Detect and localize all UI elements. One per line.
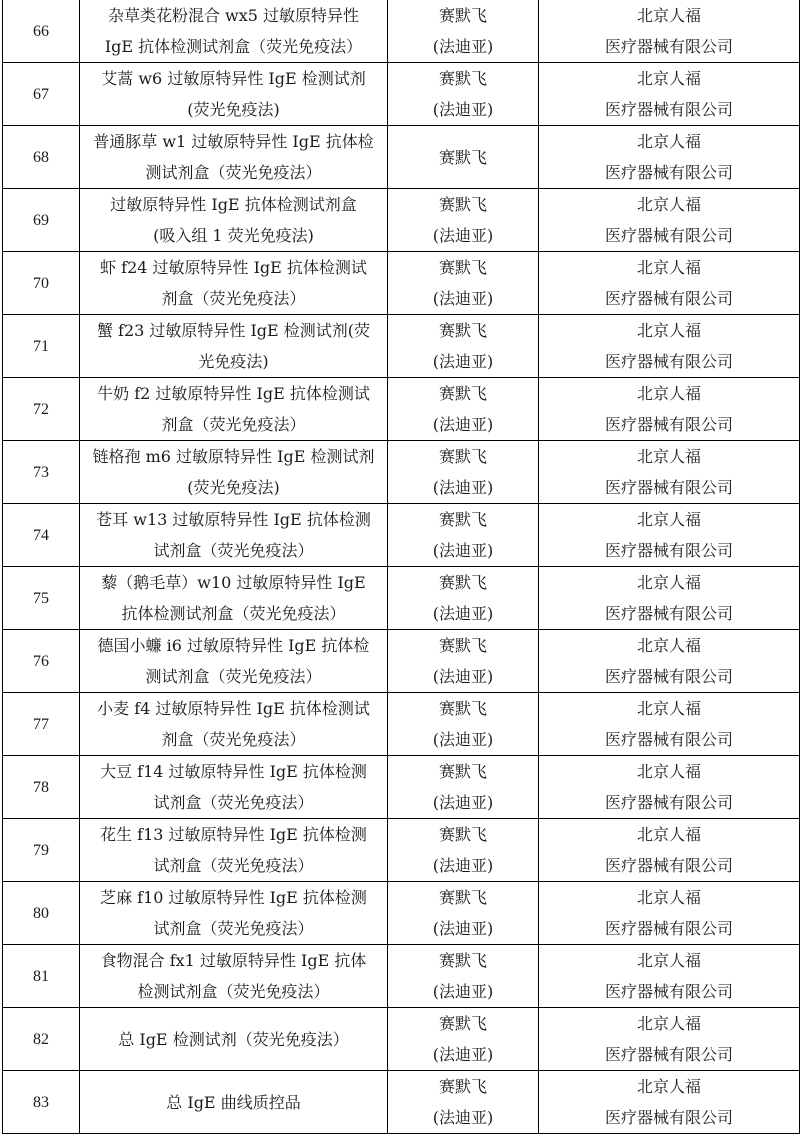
company-name-line: 北京人福 [636, 762, 701, 781]
brand-name-line: 赛默飞 [438, 510, 487, 529]
company-name [539, 1008, 800, 1071]
product-name-line: 藜（鹅毛草）w10 过敏原特异性 IgE [101, 573, 366, 592]
company-name-line: 医疗器械有限公司 [604, 856, 733, 875]
brand-name-line: 赛默飞 [438, 447, 487, 466]
brand-name [388, 126, 539, 189]
product-name [80, 441, 388, 504]
product-name-line: 小麦 f4 过敏原特异性 IgE 抗体检测试 [97, 699, 370, 718]
brand-name-line: (法迪亚) [432, 919, 494, 938]
brand-name-line: (法迪亚) [432, 541, 494, 560]
company-name-line: 北京人福 [636, 384, 701, 403]
table-row [3, 819, 800, 882]
product-name-line: 德国小蠊 i6 过敏原特异性 IgE 抗体检 [97, 636, 370, 655]
table-row [3, 441, 800, 504]
product-name [80, 0, 388, 63]
company-name [539, 819, 800, 882]
product-name [80, 63, 388, 126]
brand-name-line: 赛默飞 [438, 573, 487, 592]
product-name-line: 剂盒（荧光免疫法） [161, 289, 306, 308]
product-name-line: 虾 f24 过敏原特异性 IgE 抗体检测试 [100, 258, 367, 277]
brand-name-line: (法迪亚) [432, 352, 494, 371]
company-name-line: 北京人福 [636, 447, 701, 466]
product-name-line: 剂盒（荧光免疫法） [161, 415, 306, 434]
brand-name [388, 1008, 539, 1071]
row-index: 79 [3, 819, 80, 882]
company-name-line: 医疗器械有限公司 [604, 478, 733, 497]
row-index: 67 [3, 63, 80, 126]
table-row [3, 630, 800, 693]
table-row [3, 315, 800, 378]
brand-name [388, 63, 539, 126]
product-name [80, 504, 388, 567]
brand-name-line: (法迪亚) [432, 289, 494, 308]
product-name-line: 总 IgE 检测试剂（荧光免疫法） [118, 1029, 349, 1049]
row-index: 71 [3, 315, 80, 378]
table-row [3, 945, 800, 1008]
table-row [3, 1008, 800, 1071]
product-name [80, 252, 388, 315]
company-name-line: 医疗器械有限公司 [604, 604, 733, 623]
table-row [3, 1071, 800, 1134]
product-name [80, 567, 388, 630]
brand-name-line: (法迪亚) [432, 1045, 494, 1064]
brand-name [388, 252, 539, 315]
brand-name-line: 赛默飞 [438, 195, 487, 214]
product-name-line: IgE 抗体检测试剂盒（荧光免疫法） [104, 37, 363, 56]
brand-name [388, 378, 539, 441]
product-name-line: 试剂盒（荧光免疫法） [153, 856, 314, 875]
product-name [80, 189, 388, 252]
brand-name-line: (法迪亚) [432, 415, 494, 434]
company-name [539, 126, 800, 189]
company-name-line: 医疗器械有限公司 [604, 415, 733, 434]
brand-name [388, 945, 539, 1008]
company-name-line: 医疗器械有限公司 [604, 163, 733, 182]
brand-name-line: 赛默飞 [438, 762, 487, 781]
brand-name-line: 赛默飞 [438, 321, 487, 340]
table-row [3, 63, 800, 126]
product-name-line: 大豆 f14 过敏原特异性 IgE 抗体检测 [100, 762, 367, 781]
company-name [539, 1071, 800, 1134]
table-row [3, 567, 800, 630]
product-name-line: 抗体检测试剂盒（荧光免疫法） [121, 604, 346, 623]
company-name-line: 医疗器械有限公司 [604, 1108, 733, 1127]
brand-name-line: 赛默飞 [438, 384, 487, 403]
company-name [539, 441, 800, 504]
company-name-line: 北京人福 [636, 888, 701, 907]
product-table [2, 0, 800, 1134]
company-name [539, 693, 800, 756]
company-name-line: 医疗器械有限公司 [604, 352, 733, 371]
table-row [3, 378, 800, 441]
product-name [80, 315, 388, 378]
brand-name-line: 赛默飞 [438, 258, 487, 277]
row-index: 76 [3, 630, 80, 693]
brand-name-line: (法迪亚) [432, 856, 494, 875]
table-row [3, 504, 800, 567]
company-name [539, 756, 800, 819]
brand-name-line: 赛默飞 [438, 888, 487, 907]
company-name-line: 医疗器械有限公司 [604, 1045, 733, 1064]
company-name-line: 医疗器械有限公司 [604, 100, 733, 119]
brand-name-line: (法迪亚) [432, 667, 494, 686]
table-row [3, 126, 800, 189]
product-name [80, 126, 388, 189]
product-name [80, 1008, 388, 1071]
company-name [539, 504, 800, 567]
company-name [539, 252, 800, 315]
product-name [80, 945, 388, 1008]
row-index: 82 [3, 1008, 80, 1071]
brand-name [388, 0, 539, 63]
brand-name-line: (法迪亚) [432, 982, 494, 1001]
company-name [539, 0, 800, 63]
table-row [3, 189, 800, 252]
brand-name-line: 赛默飞 [438, 1014, 487, 1033]
product-name-line: 食物混合 fx1 过敏原特异性 IgE 抗体 [100, 951, 367, 970]
product-name-line: 链格孢 m6 过敏原特异性 IgE 检测试剂 [92, 447, 375, 466]
company-name-line: 医疗器械有限公司 [604, 919, 733, 938]
brand-name-line: (法迪亚) [432, 793, 494, 812]
product-name-line: 试剂盒（荧光免疫法） [153, 541, 314, 560]
product-name [80, 378, 388, 441]
brand-name [388, 630, 539, 693]
company-name-line: 医疗器械有限公司 [604, 226, 733, 245]
brand-name-line: (法迪亚) [432, 37, 494, 56]
product-name-line: 普通豚草 w1 过敏原特异性 IgE 抗体检 [93, 132, 374, 151]
brand-name [388, 1071, 539, 1134]
row-index: 73 [3, 441, 80, 504]
company-name-line: 医疗器械有限公司 [604, 793, 733, 812]
row-index: 75 [3, 567, 80, 630]
brand-name [388, 819, 539, 882]
product-table-body [3, 0, 800, 1134]
row-index: 72 [3, 378, 80, 441]
product-name [80, 756, 388, 819]
row-index: 74 [3, 504, 80, 567]
company-name-line: 医疗器械有限公司 [604, 37, 733, 56]
company-name-line: 北京人福 [636, 636, 701, 655]
company-name-line: 北京人福 [636, 132, 701, 151]
brand-name [388, 693, 539, 756]
product-name [80, 693, 388, 756]
brand-name [388, 441, 539, 504]
company-name-line: 北京人福 [636, 825, 701, 844]
brand-name [388, 315, 539, 378]
product-name-line: (荧光免疫法) [187, 100, 280, 119]
company-name-line: 北京人福 [636, 951, 701, 970]
brand-name-line: 赛默飞 [438, 951, 487, 970]
row-index: 77 [3, 693, 80, 756]
brand-name [388, 882, 539, 945]
product-name [80, 630, 388, 693]
brand-name-line: (法迪亚) [432, 478, 494, 497]
product-name-line: 牛奶 f2 过敏原特异性 IgE 抗体检测试 [97, 384, 370, 403]
company-name-line: 北京人福 [636, 1077, 701, 1096]
brand-name-line: (法迪亚) [432, 730, 494, 749]
row-index: 66 [3, 0, 80, 63]
product-name-line: 芝麻 f10 过敏原特异性 IgE 抗体检测 [100, 888, 367, 907]
product-name-line: 苍耳 w13 过敏原特异性 IgE 抗体检测 [96, 510, 371, 529]
company-name-line: 北京人福 [636, 6, 701, 25]
product-name-line: (吸入组 1 荧光免疫法) [153, 226, 314, 245]
product-name-line: (荧光免疫法) [187, 478, 280, 497]
brand-name [388, 189, 539, 252]
company-name-line: 医疗器械有限公司 [604, 982, 733, 1001]
row-index: 81 [3, 945, 80, 1008]
company-name-line: 北京人福 [636, 699, 701, 718]
company-name-line: 北京人福 [636, 573, 701, 592]
brand-name-line: (法迪亚) [432, 604, 494, 623]
product-name-line: 检测试剂盒（荧光免疫法） [137, 982, 330, 1001]
row-index: 83 [3, 1071, 80, 1134]
brand-name-line: 赛默飞 [438, 6, 487, 25]
row-index: 68 [3, 126, 80, 189]
company-name-line: 北京人福 [636, 1014, 701, 1033]
brand-name-line: (法迪亚) [432, 100, 494, 119]
company-name [539, 189, 800, 252]
table-row [3, 756, 800, 819]
company-name-line: 医疗器械有限公司 [604, 667, 733, 686]
company-name-line: 北京人福 [636, 321, 701, 340]
brand-name [388, 504, 539, 567]
row-index: 78 [3, 756, 80, 819]
product-name-line: 过敏原特异性 IgE 抗体检测试剂盒 [110, 195, 357, 214]
company-name [539, 630, 800, 693]
company-name-line: 医疗器械有限公司 [604, 730, 733, 749]
table-row [3, 882, 800, 945]
row-index: 80 [3, 882, 80, 945]
product-name-line: 光免疫法) [198, 352, 269, 371]
brand-name-line: (法迪亚) [432, 226, 494, 245]
product-name-line: 试剂盒（荧光免疫法） [153, 793, 314, 812]
brand-name-line: 赛默飞 [438, 147, 487, 167]
product-name-line: 艾蒿 w6 过敏原特异性 IgE 检测试剂 [101, 69, 366, 88]
product-name-line: 测试剂盒（荧光免疫法） [145, 667, 322, 686]
row-index: 70 [3, 252, 80, 315]
company-name [539, 63, 800, 126]
product-name [80, 1071, 388, 1134]
row-index: 69 [3, 189, 80, 252]
company-name-line: 医疗器械有限公司 [604, 289, 733, 308]
brand-name-line: 赛默飞 [438, 1077, 487, 1096]
company-name-line: 北京人福 [636, 195, 701, 214]
product-name [80, 882, 388, 945]
company-name [539, 378, 800, 441]
brand-name [388, 756, 539, 819]
brand-name-line: 赛默飞 [438, 825, 487, 844]
table-row [3, 0, 800, 63]
product-name-line: 蟹 f23 过敏原特异性 IgE 检测试剂(荧 [96, 321, 371, 340]
company-name-line: 北京人福 [636, 510, 701, 529]
company-name [539, 315, 800, 378]
table-row [3, 693, 800, 756]
product-name-line: 花生 f13 过敏原特异性 IgE 抗体检测 [100, 825, 367, 844]
table-row [3, 252, 800, 315]
brand-name-line: (法迪亚) [432, 1108, 494, 1127]
product-name-line: 试剂盒（荧光免疫法） [153, 919, 314, 938]
company-name [539, 567, 800, 630]
company-name [539, 882, 800, 945]
brand-name-line: 赛默飞 [438, 69, 487, 88]
company-name-line: 北京人福 [636, 258, 701, 277]
product-name-line: 测试剂盒（荧光免疫法） [145, 163, 322, 182]
brand-name-line: 赛默飞 [438, 699, 487, 718]
product-name-line: 总 IgE 曲线质控品 [166, 1092, 301, 1112]
brand-name-line: 赛默飞 [438, 636, 487, 655]
product-name-line: 杂草类花粉混合 wx5 过敏原特异性 [107, 6, 360, 25]
product-name-line: 剂盒（荧光免疫法） [161, 730, 306, 749]
brand-name [388, 567, 539, 630]
company-name [539, 945, 800, 1008]
company-name-line: 医疗器械有限公司 [604, 541, 733, 560]
company-name-line: 北京人福 [636, 69, 701, 88]
product-name [80, 819, 388, 882]
